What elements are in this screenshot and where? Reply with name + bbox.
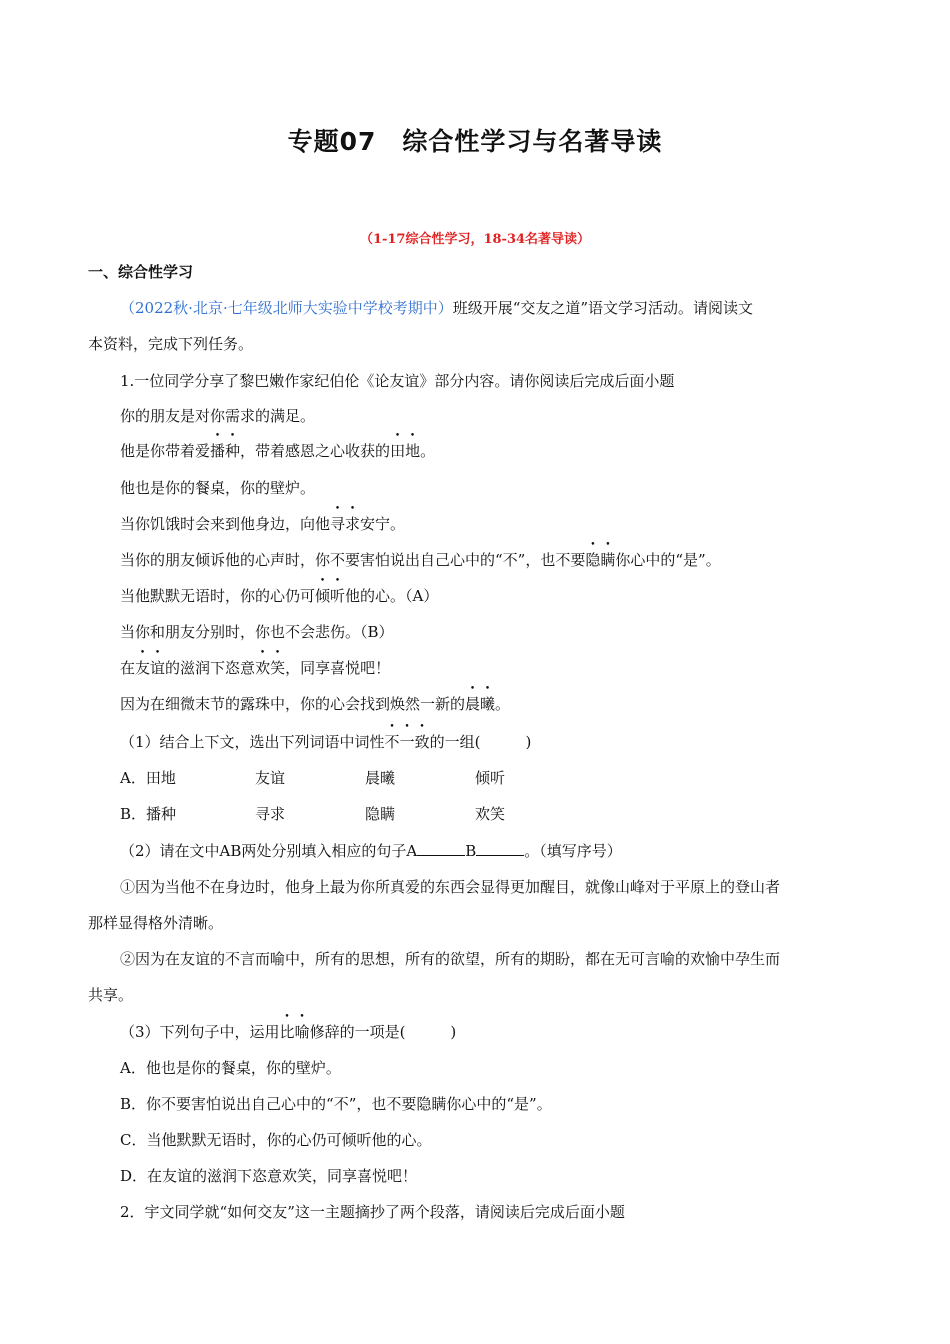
dotted-char: 瞒 (600, 551, 616, 569)
text: 因为在细微末节的露珠中，你的心会找到焕然一新的 (120, 695, 466, 713)
text: 的滋润下恣意 (165, 659, 256, 677)
answer-blank-a[interactable] (417, 841, 465, 856)
option-word: 寻求 (255, 805, 286, 823)
choice-1-line-2: 那样显得格外清晰。 (88, 914, 224, 932)
dotted-char: 比 (279, 1023, 295, 1041)
poem-line-1: 你的朋友是对你需求的满足。 (120, 407, 316, 425)
poem-line-9 (120, 693, 510, 714)
q2-stem: 2．宇文同学就“如何交友”这一主题摘抄了两个段落，请阅读后完成后面小题 (120, 1203, 625, 1221)
option-label: B．播种 (120, 805, 177, 823)
text: （2）请在文中AB两处分别填入相应的句子A (120, 842, 418, 860)
option-word: 倾听 (475, 769, 506, 787)
option-3a[interactable]: A．他也是你的餐桌，你的壁炉。 (120, 1059, 341, 1077)
text: 当你饥饿时会来到他身边，向他 (120, 515, 331, 533)
poem-line-3: 他也是你的餐桌，你的壁炉。 (120, 479, 316, 497)
dotted-char: 播 (210, 442, 226, 460)
sub-question-1 (120, 731, 531, 752)
dotted-char: 喻 (294, 1023, 310, 1041)
text: 他是你带着爱 (120, 442, 211, 460)
question-source: （2022秋·北京·七年级北师大实验中学校考期中） (120, 299, 453, 317)
option-3d[interactable]: D．在友谊的滋润下恣意欢笑，同享喜悦吧！ (120, 1167, 418, 1185)
text: （1）结合上下文，选出下列词语中词性 (120, 733, 385, 751)
choice-1-line-1: ①因为当他不在身边时，他身上最为你所真爱的东西会显得更加醒目，就像山峰对于平原上的登山者 (120, 878, 781, 896)
text: 。 (420, 442, 436, 460)
dotted-char: 一 (399, 733, 415, 751)
dotted-char: 友 (135, 659, 151, 677)
dotted-char: 寻 (330, 515, 346, 533)
choice-2-line-1: ②因为在友谊的不言而喻中，所有的思想，所有的欲望，所有的期盼，都在无可言喻的欢愉中孕生而 (120, 950, 781, 968)
dotted-char: 求 (345, 515, 361, 533)
text: 的一组( ) (429, 733, 532, 751)
text: 。 (495, 695, 511, 713)
option-word: 友谊 (255, 769, 286, 787)
poem-line-5 (120, 549, 721, 570)
dotted-char: 谊 (150, 659, 166, 677)
title-text: 综合性学习与名著导读 (402, 127, 663, 156)
poem-line-4 (120, 513, 405, 534)
dotted-char: 田 (390, 442, 406, 460)
intro-line-1 (120, 297, 753, 318)
text: 。（填写序号） (524, 842, 622, 860)
sub-question-2 (120, 840, 622, 861)
intro-text: 班级开展“交友之道”语文学习活动。请阅读文 (452, 299, 754, 317)
dotted-char: 曦 (480, 695, 496, 713)
dotted-char: 笑 (270, 659, 286, 677)
dotted-char: 听 (330, 587, 346, 605)
dotted-char: 地 (405, 442, 421, 460)
option-3c[interactable]: C．当他默默无语时，你的心仍可倾听他的心。 (120, 1131, 432, 1149)
dotted-char: 种 (225, 442, 241, 460)
dotted-char: 晨 (465, 695, 481, 713)
dotted-char: 不 (384, 733, 400, 751)
text: 当他默默无语时，你的心仍可 (120, 587, 316, 605)
answer-blank-b[interactable] (476, 841, 524, 856)
poem-line-6 (120, 585, 438, 606)
text: 安宁。 (360, 515, 406, 533)
option-a[interactable] (120, 767, 505, 788)
dotted-char: 隐 (585, 551, 601, 569)
q1-stem: 1.一位同学分享了黎巴嫩作家纪伯伦《论友谊》部分内容。请你阅读后完成后面小题 (120, 372, 675, 390)
text: 他的心。（A） (345, 587, 439, 605)
choice-2-line-2: 共享。 (88, 986, 134, 1004)
intro-line-2: 本资料，完成下列任务。 (88, 335, 254, 353)
option-word: 晨曦 (365, 769, 396, 787)
option-3b[interactable]: B．你不要害怕说出自己心中的“不”，也不要隐瞒你心中的“是”。 (120, 1095, 552, 1113)
poem-line-7: 当你和朋友分别时，你也不会悲伤。（B） (120, 623, 394, 641)
option-b[interactable] (120, 803, 505, 824)
dotted-char: 致 (414, 733, 430, 751)
poem-line-8 (120, 657, 390, 678)
page-subtitle: （1-17综合性学习，18-34名著导读） (359, 232, 591, 247)
text: 你心中的“是”。 (615, 551, 721, 569)
sub-question-3 (120, 1021, 456, 1042)
text: 当你的朋友倾诉他的心声时，你不要害怕说出自己心中的“不”，也不要 (120, 551, 586, 569)
text: B (465, 842, 477, 860)
option-label: A．田地 (120, 769, 176, 787)
text: ，同享喜悦吧！ (285, 659, 391, 677)
dotted-char: 倾 (315, 587, 331, 605)
poem-line-2 (120, 440, 435, 461)
text: 在 (120, 659, 136, 677)
option-word: 隐瞒 (365, 805, 396, 823)
page-title (0, 122, 950, 158)
text: 修辞的一项是( ) (309, 1023, 457, 1041)
option-word: 欢笑 (475, 805, 506, 823)
section-heading: 一、综合性学习 (88, 263, 194, 281)
dotted-char: 欢 (255, 659, 271, 677)
text: （3）下列句子中，运用 (120, 1023, 280, 1041)
title-number: 专题07 (287, 127, 377, 156)
text: ，带着感恩之心收获的 (240, 442, 391, 460)
